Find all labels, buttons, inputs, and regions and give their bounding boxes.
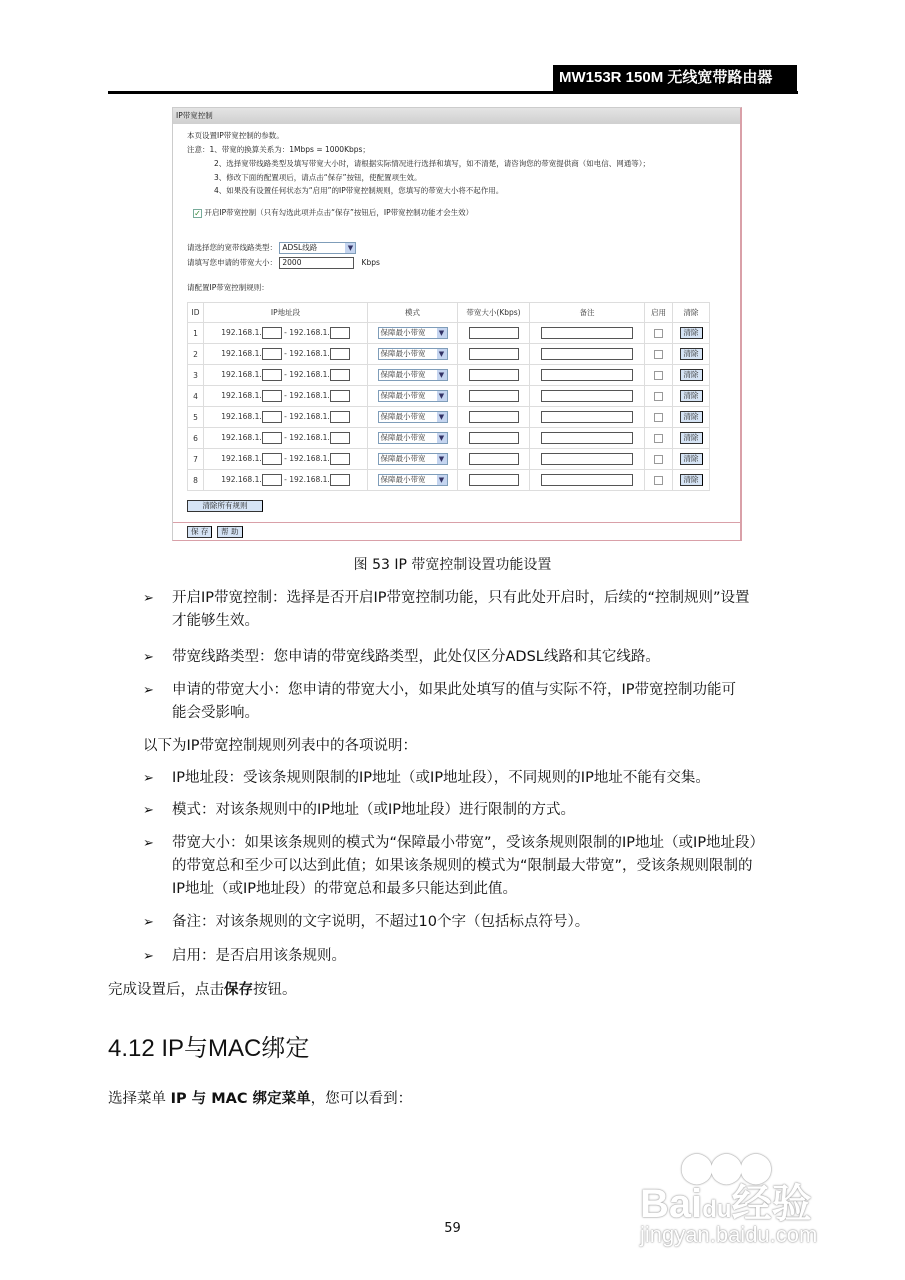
- ip-range-cell: 192.168.1. - 192.168.1.: [204, 323, 368, 344]
- table-row: [188, 470, 710, 491]
- bullet-text: 能会受影响。: [172, 705, 259, 721]
- clear-rule-button[interactable]: 清除: [680, 474, 703, 486]
- paragraph: 以下为IP带宽控制规则列表中的各项说明：: [143, 738, 418, 754]
- row-id: 8: [188, 470, 204, 491]
- mode-select[interactable]: 保障最小带宽 ▼: [378, 348, 448, 360]
- clear-rule-button[interactable]: 清除: [680, 453, 703, 465]
- ip-end-input[interactable]: [330, 390, 350, 402]
- rules-label: 请配置IP带宽控制规则：: [187, 283, 269, 292]
- bullet-text: 带宽线路类型：您申请的带宽线路类型，此处仅区分ADSL线路和其它线路。: [172, 649, 660, 665]
- table-header: [188, 303, 710, 323]
- document-header-title: MW153R 150M 无线宽带路由器: [553, 65, 797, 91]
- chevron-down-icon: ▼: [437, 475, 447, 485]
- note-1: 注意：1、带宽的换算关系为：1Mbps = 1000Kbps；: [187, 145, 370, 154]
- ip-range-cell: 192.168.1. - 192.168.1.: [204, 365, 368, 386]
- row-id: 4: [188, 386, 204, 407]
- bandwidth-size-input[interactable]: [469, 390, 519, 402]
- ip-start-input[interactable]: [262, 453, 282, 465]
- row-id: 3: [188, 365, 204, 386]
- note-input[interactable]: [541, 474, 633, 486]
- bandwidth-input[interactable]: 2000: [279, 257, 354, 269]
- save-button[interactable]: 保 存: [187, 526, 212, 538]
- intro-text: 本页设置IP带宽控制的参数。: [187, 131, 284, 140]
- col-id: ID: [188, 303, 204, 323]
- bandwidth-size-input[interactable]: [469, 474, 519, 486]
- mode-select[interactable]: 保障最小带宽 ▼: [378, 369, 448, 381]
- clear-rule-button[interactable]: 清除: [680, 327, 703, 339]
- ip-end-input[interactable]: [330, 474, 350, 486]
- enable-rule-checkbox[interactable]: [654, 392, 663, 401]
- rules-table: [187, 302, 710, 491]
- bandwidth-label: 请填写您申请的带宽大小：: [187, 258, 277, 267]
- bandwidth-size-input[interactable]: [469, 453, 519, 465]
- ip-range-cell: 192.168.1. - 192.168.1.: [204, 386, 368, 407]
- bandwidth-size-input[interactable]: [469, 348, 519, 360]
- chevron-down-icon: ▼: [437, 370, 447, 380]
- row-id: 5: [188, 407, 204, 428]
- enable-rule-checkbox[interactable]: [654, 455, 663, 464]
- paragraph: 完成设置后，点击保存按钮。: [108, 982, 297, 998]
- note-3: 3、修改下面的配置项后，请点击“保存”按钮，使配置项生效。: [214, 173, 422, 182]
- clear-rule-button[interactable]: 清除: [680, 411, 703, 423]
- ip-range-cell: 192.168.1. - 192.168.1.: [204, 407, 368, 428]
- bullet-text: 的带宽总和至少可以达到此值；如果该条规则的模式为“限制最大带宽”，受该条规则限制的: [172, 858, 753, 874]
- clear-rule-button[interactable]: 清除: [680, 390, 703, 402]
- note-input[interactable]: [541, 453, 633, 465]
- bullet-arrow-icon: ➢: [143, 915, 154, 930]
- header-rule: [108, 91, 798, 94]
- help-button[interactable]: 帮 助: [217, 526, 242, 538]
- clear-rule-button[interactable]: 清除: [680, 348, 703, 360]
- ip-range-cell: 192.168.1. - 192.168.1.: [204, 449, 368, 470]
- ip-start-input[interactable]: [262, 348, 282, 360]
- bullet-text: IP地址（或IP地址段）的带宽总和最多只能达到此值。: [172, 881, 518, 897]
- mode-select[interactable]: 保障最小带宽 ▼: [378, 474, 448, 486]
- col-bandwidth: 带宽大小(Kbps): [458, 303, 530, 323]
- mode-select[interactable]: 保障最小带宽 ▼: [378, 390, 448, 402]
- ip-end-input[interactable]: [330, 453, 350, 465]
- bullet-text: 启用：是否启用该条规则。: [172, 948, 346, 964]
- menu-paragraph: 选择菜单 IP 与 MAC 绑定菜单，您可以看到：: [108, 1091, 413, 1107]
- ip-start-input[interactable]: [262, 432, 282, 444]
- note-input[interactable]: [541, 327, 633, 339]
- table-row: [188, 344, 710, 365]
- bandwidth-size-input[interactable]: [469, 369, 519, 381]
- mode-select[interactable]: 保障最小带宽 ▼: [378, 411, 448, 423]
- ip-end-input[interactable]: [330, 348, 350, 360]
- note-input[interactable]: [541, 390, 633, 402]
- divider: [173, 522, 740, 523]
- ip-bandwidth-control-screenshot: [172, 107, 742, 541]
- note-2: 2、选择宽带线路类型及填写带宽大小时，请根据实际情况进行选择和填写，如不清楚，请咨询您的带宽提供商（如电信、网通等）；: [214, 159, 651, 168]
- col-mode: 模式: [368, 303, 458, 323]
- note-input[interactable]: [541, 369, 633, 381]
- chevron-down-icon: ▼: [437, 454, 447, 464]
- mode-select[interactable]: 保障最小带宽 ▼: [378, 453, 448, 465]
- note-input[interactable]: [541, 432, 633, 444]
- line-type-label: 请选择您的宽带线路类型：: [187, 243, 277, 252]
- ip-start-input[interactable]: [262, 474, 282, 486]
- bullet-arrow-icon: ➢: [143, 591, 154, 606]
- row-id: 7: [188, 449, 204, 470]
- table-row: [188, 323, 710, 344]
- enable-rule-checkbox[interactable]: [654, 413, 663, 422]
- ip-start-input[interactable]: [262, 390, 282, 402]
- chevron-down-icon: ▼: [437, 412, 447, 422]
- bullet-text: 开启IP带宽控制：选择是否开启IP带宽控制功能，只有此处开启时，后续的“控制规则”设置: [172, 590, 750, 606]
- bullet-text: 才能够生效。: [172, 613, 259, 629]
- ip-end-input[interactable]: [330, 369, 350, 381]
- bandwidth-unit: Kbps: [361, 258, 380, 267]
- enable-label: 开启IP带宽控制（只有勾选此项并点击“保存”按钮后，IP带宽控制功能才会生效）: [204, 208, 474, 217]
- mode-select[interactable]: 保障最小带宽 ▼: [378, 432, 448, 444]
- ip-start-input[interactable]: [262, 327, 282, 339]
- ip-start-input[interactable]: [262, 369, 282, 381]
- chevron-down-icon: ▼: [437, 391, 447, 401]
- section-heading: 4.12 IP与MAC绑定: [108, 1035, 310, 1062]
- col-clear: 清除: [673, 303, 710, 323]
- note-input[interactable]: [541, 348, 633, 360]
- bullet-text: 备注：对该条规则的文字说明，不超过10个字（包括标点符号）。: [172, 914, 590, 930]
- bullet-arrow-icon: ➢: [143, 803, 154, 818]
- clear-all-rules-button[interactable]: 清除所有规则: [187, 500, 263, 512]
- bullet-text: IP地址段：受该条规则限制的IP地址（或IP地址段），不同规则的IP地址不能有交集。: [172, 770, 710, 786]
- ip-end-input[interactable]: [330, 411, 350, 423]
- mode-select[interactable]: 保障最小带宽 ▼: [378, 327, 448, 339]
- enable-rule-checkbox[interactable]: [654, 371, 663, 380]
- enable-checkbox[interactable]: ✓: [194, 208, 201, 218]
- ip-range-cell: 192.168.1. - 192.168.1.: [204, 428, 368, 449]
- chevron-down-icon: ▼: [437, 433, 447, 443]
- bullet-arrow-icon: ➢: [143, 650, 154, 665]
- bullet-arrow-icon: ➢: [143, 771, 154, 786]
- ip-range-cell: 192.168.1. - 192.168.1.: [204, 470, 368, 491]
- bullet-arrow-icon: ➢: [143, 836, 154, 851]
- bandwidth-size-input[interactable]: [469, 327, 519, 339]
- bullet-arrow-icon: ➢: [143, 949, 154, 964]
- bullet-text: 带宽大小：如果该条规则的模式为“保障最小带宽”，受该条规则限制的IP地址（或IP地址段）: [172, 835, 765, 851]
- col-ip-range: IP地址段: [204, 303, 368, 323]
- chevron-down-icon: ▼: [345, 243, 355, 253]
- table-row: [188, 407, 710, 428]
- panel-title: IP带宽控制: [173, 108, 740, 124]
- baidu-jingyan-watermark: ⬤⬤⬤ Baidu经验 jingyan.baidu.com: [640, 1150, 818, 1247]
- table-row: [188, 365, 710, 386]
- bullet-text: 申请的带宽大小：您申请的带宽大小，如果此处填写的值与实际不符，IP带宽控制功能可: [172, 682, 737, 698]
- bullet-arrow-icon: ➢: [143, 683, 154, 698]
- enable-rule-checkbox[interactable]: [654, 350, 663, 359]
- enable-rule-checkbox[interactable]: [654, 476, 663, 485]
- ip-end-input[interactable]: [330, 327, 350, 339]
- page-number: 59: [444, 1221, 461, 1236]
- enable-rule-checkbox[interactable]: [654, 329, 663, 338]
- table-row: [188, 386, 710, 407]
- clear-rule-button[interactable]: 清除: [680, 369, 703, 381]
- line-type-select[interactable]: ADSL线路 ▼: [279, 242, 356, 254]
- chevron-down-icon: ▼: [437, 349, 447, 359]
- note-input[interactable]: [541, 411, 633, 423]
- row-id: 2: [188, 344, 204, 365]
- chevron-down-icon: ▼: [437, 328, 447, 338]
- bandwidth-size-input[interactable]: [469, 432, 519, 444]
- clear-rule-button[interactable]: 清除: [680, 432, 703, 444]
- col-enable: 启用: [645, 303, 673, 323]
- bullet-text: 模式：对该条规则中的IP地址（或IP地址段）进行限制的方式。: [172, 802, 576, 818]
- ip-end-input[interactable]: [330, 432, 350, 444]
- note-4: 4、如果没有设置任何状态为“启用”的IP带宽控制规则，您填写的带宽大小将不起作用。: [214, 186, 504, 195]
- row-id: 1: [188, 323, 204, 344]
- ip-range-cell: 192.168.1. - 192.168.1.: [204, 344, 368, 365]
- figure-caption: 图 53 IP 带宽控制设置功能设置: [353, 557, 552, 573]
- enable-rule-checkbox[interactable]: [654, 434, 663, 443]
- bandwidth-size-input[interactable]: [469, 411, 519, 423]
- table-row: [188, 428, 710, 449]
- row-id: 6: [188, 428, 204, 449]
- col-note: 备注: [530, 303, 645, 323]
- ip-start-input[interactable]: [262, 411, 282, 423]
- table-row: [188, 449, 710, 470]
